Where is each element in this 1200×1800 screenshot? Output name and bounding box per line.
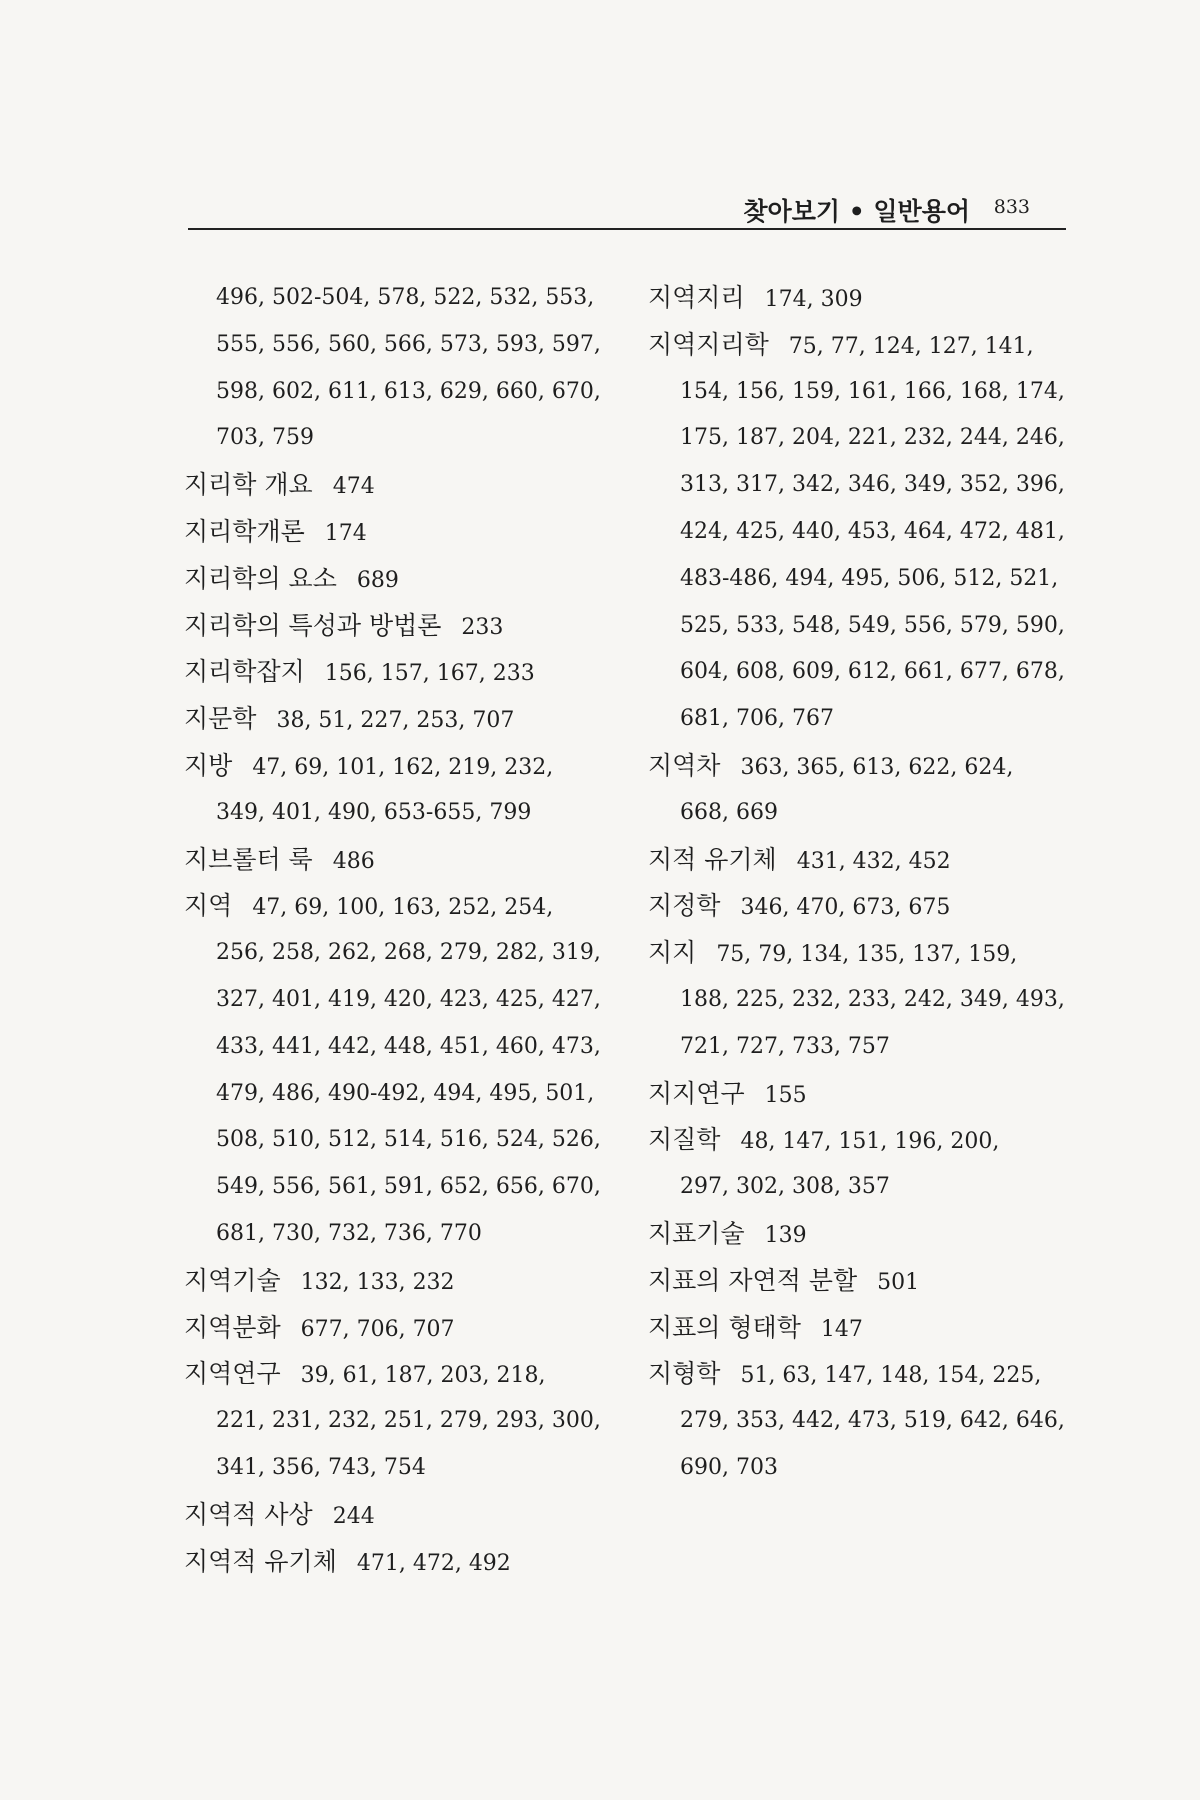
page-references: 188, 225, 232, 233, 242, 349, 493,	[680, 986, 1065, 1012]
index-entry-continuation	[648, 509, 1088, 556]
index-entry-continuation	[648, 649, 1088, 696]
index-entry	[648, 1071, 1088, 1118]
page-references: 174, 309	[764, 287, 863, 312]
index-entry	[648, 837, 1088, 884]
index-entry	[648, 1211, 1088, 1258]
header-title: 찾아보기 • 일반용어	[743, 197, 970, 226]
page-references: 147	[820, 1316, 863, 1342]
index-entry-continuation	[184, 369, 624, 416]
index-term: 지역차	[648, 750, 721, 780]
page-references: 175, 187, 204, 221, 232, 244, 246,	[680, 425, 1065, 451]
page-references: 38, 51, 227, 253, 707	[276, 708, 515, 734]
index-term: 지문학	[184, 704, 257, 734]
page-references: 555, 556, 560, 566, 573, 593, 597,	[216, 331, 601, 357]
index-entry	[648, 275, 1088, 322]
page-references: 677, 706, 707	[300, 1316, 455, 1342]
index-term: 지표의 자연적 분할	[648, 1265, 858, 1295]
index-term: 지표의 형태학	[648, 1312, 801, 1342]
index-term: 지질학	[648, 1125, 721, 1155]
page-references: 486	[332, 848, 375, 874]
page-references: 471, 472, 492	[356, 1550, 511, 1576]
page-references: 156, 157, 167, 233	[324, 661, 535, 687]
index-term: 지지	[648, 938, 697, 968]
index-entry	[184, 1351, 624, 1398]
page-references: 496, 502-504, 578, 522, 532, 553,	[216, 285, 595, 310]
index-entry	[648, 322, 1088, 369]
page-references: 721, 727, 733, 757	[680, 1033, 890, 1059]
page-references: 363, 365, 613, 622, 624,	[740, 754, 1014, 780]
index-term: 지적 유기체	[648, 844, 777, 874]
page-references: 256, 258, 262, 268, 279, 282, 319,	[216, 940, 601, 966]
index-entry	[184, 696, 624, 743]
index-entry	[184, 743, 624, 790]
page-references: 75, 79, 134, 135, 137, 159,	[716, 942, 1018, 968]
running-header	[188, 190, 1066, 230]
index-entry	[184, 883, 624, 930]
page-references: 431, 432, 452	[796, 848, 951, 874]
page-references: 549, 556, 561, 591, 652, 656, 670,	[216, 1174, 601, 1200]
page-references: 690, 703	[680, 1454, 778, 1480]
page-references: 132, 133, 232	[300, 1269, 455, 1295]
index-term: 지역분화	[184, 1312, 281, 1342]
index-term: 지방	[184, 750, 233, 780]
index-column-right	[648, 275, 1088, 1492]
index-entry-continuation	[184, 1071, 624, 1118]
page-references: 47, 69, 101, 162, 219, 232,	[252, 754, 554, 780]
page-references: 221, 231, 232, 251, 279, 293, 300,	[216, 1408, 601, 1434]
page-references: 424, 425, 440, 453, 464, 472, 481,	[680, 518, 1065, 544]
index-column-left	[184, 275, 624, 1585]
page-references: 598, 602, 611, 613, 629, 660, 670,	[216, 378, 601, 404]
index-term: 지역적 유기체	[184, 1546, 337, 1576]
page-references: 139	[764, 1222, 807, 1248]
page-references: 689	[356, 567, 399, 593]
index-term: 지브롤터 룩	[184, 844, 313, 874]
page-references: 508, 510, 512, 514, 516, 524, 526,	[216, 1127, 601, 1153]
index-term: 지역	[184, 891, 233, 921]
page-references: 433, 441, 442, 448, 451, 460, 473,	[216, 1033, 601, 1059]
page-references: 244	[332, 1503, 375, 1529]
page-number: 833	[993, 196, 1030, 218]
index-entry-continuation	[184, 1024, 624, 1071]
index-entry	[184, 1258, 624, 1305]
page-references: 501	[877, 1269, 920, 1295]
index-entry-continuation	[648, 1398, 1088, 1445]
index-entry-continuation	[648, 556, 1088, 603]
page-references: 51, 63, 147, 148, 154, 225,	[740, 1363, 1042, 1389]
index-term: 지역적 사상	[184, 1499, 313, 1529]
index-term: 지형학	[648, 1359, 721, 1389]
index-entry	[184, 1492, 624, 1539]
index-term: 지리학 개요	[184, 470, 313, 500]
index-entry-continuation	[184, 1445, 624, 1492]
page-references: 75, 77, 124, 127, 141,	[788, 333, 1034, 359]
page-references: 703, 759	[216, 425, 314, 451]
page-references: 341, 356, 743, 754	[216, 1454, 426, 1480]
index-entry-continuation	[184, 930, 624, 977]
page-references: 349, 401, 490, 653-655, 799	[216, 799, 532, 825]
index-entry	[184, 1539, 624, 1586]
page-references: 297, 302, 308, 357	[680, 1174, 890, 1200]
index-entry-continuation	[184, 1398, 624, 1445]
index-entry	[184, 1305, 624, 1352]
index-term: 지역지리학	[648, 329, 769, 359]
page-references: 681, 706, 767	[680, 706, 834, 732]
page-references: 313, 317, 342, 346, 349, 352, 396,	[680, 472, 1065, 498]
page-references: 279, 353, 442, 473, 519, 642, 646,	[680, 1408, 1065, 1434]
page-references: 668, 669	[680, 799, 778, 825]
index-entry	[648, 743, 1088, 790]
page-references: 39, 61, 187, 203, 218,	[300, 1363, 546, 1389]
index-entry-continuation	[648, 1445, 1088, 1492]
page-references: 48, 147, 151, 196, 200,	[740, 1129, 1000, 1155]
index-entry-continuation	[184, 1117, 624, 1164]
index-entry-continuation	[648, 1164, 1088, 1211]
page-references: 479, 486, 490-492, 494, 495, 501,	[216, 1080, 595, 1106]
index-entry	[648, 1258, 1088, 1305]
page-references: 174	[324, 520, 367, 546]
index-term: 지리학개론	[184, 516, 305, 546]
page-references: 154, 156, 159, 161, 166, 168, 174,	[680, 378, 1065, 404]
page-references: 681, 730, 732, 736, 770	[216, 1220, 482, 1246]
index-entry	[648, 883, 1088, 930]
page-references: 155	[764, 1082, 807, 1108]
index-entry	[184, 603, 624, 650]
index-entry-continuation	[648, 1024, 1088, 1071]
page-references: 474	[332, 474, 375, 500]
index-entry-continuation	[184, 790, 624, 837]
index-entry	[184, 509, 624, 556]
index-entry-continuation	[184, 1211, 624, 1258]
index-entry-continuation	[648, 790, 1088, 837]
index-entry-continuation	[648, 415, 1088, 462]
index-entry	[184, 649, 624, 696]
index-entry-continuation	[648, 462, 1088, 509]
index-entry-continuation	[184, 977, 624, 1024]
index-entry-continuation	[184, 415, 624, 462]
index-entry-continuation	[648, 603, 1088, 650]
index-entry	[184, 462, 624, 509]
index-entry-continuation	[184, 275, 624, 322]
index-term: 지역기술	[184, 1265, 281, 1295]
index-entry-continuation	[648, 369, 1088, 416]
index-entry	[184, 837, 624, 884]
index-entry	[648, 1305, 1088, 1352]
page-references: 525, 533, 548, 549, 556, 579, 590,	[680, 612, 1065, 638]
index-entry-continuation	[184, 1164, 624, 1211]
index-entry	[184, 556, 624, 603]
index-entry	[648, 1351, 1088, 1398]
index-term: 지표기술	[648, 1218, 745, 1248]
page-references: 346, 470, 673, 675	[740, 895, 951, 921]
page-references: 327, 401, 419, 420, 423, 425, 427,	[216, 986, 601, 1012]
index-entry-continuation	[648, 696, 1088, 743]
index-entry	[648, 1117, 1088, 1164]
page-references: 47, 69, 100, 163, 252, 254,	[252, 895, 554, 921]
index-entry	[648, 930, 1088, 977]
page-references: 233	[461, 614, 504, 640]
index-term: 지리학의 요소	[184, 563, 337, 593]
index-term: 지리학잡지	[184, 657, 305, 687]
index-entry-continuation	[648, 977, 1088, 1024]
index-term: 지역지리	[648, 283, 745, 312]
index-term: 지역연구	[184, 1359, 281, 1389]
index-entry-continuation	[184, 322, 624, 369]
index-term: 지리학의 특성과 방법론	[184, 610, 442, 640]
index-term: 지정학	[648, 891, 721, 921]
page-references: 604, 608, 609, 612, 661, 677, 678,	[680, 659, 1065, 685]
page-references: 483-486, 494, 495, 506, 512, 521,	[680, 565, 1059, 591]
index-term: 지지연구	[648, 1078, 745, 1108]
